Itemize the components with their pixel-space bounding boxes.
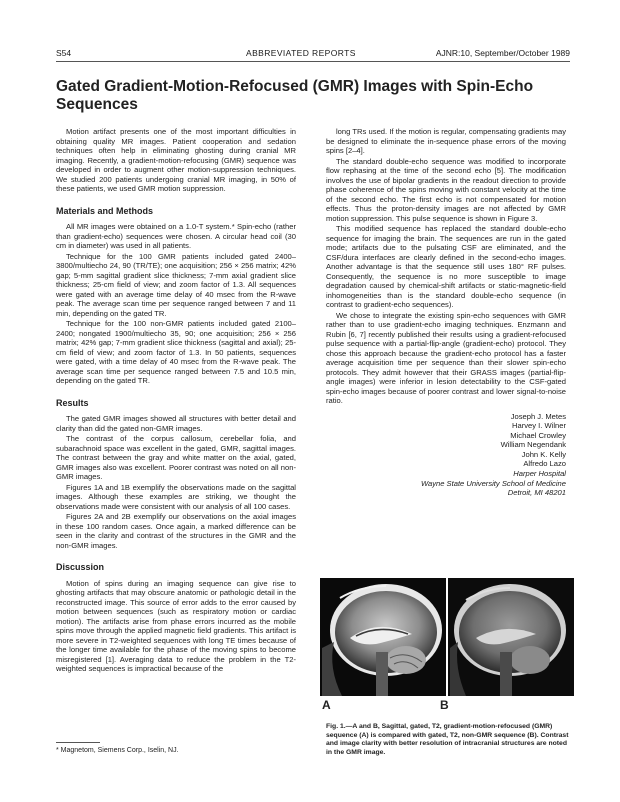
mri-image-b <box>448 578 574 696</box>
methods-paragraph: All MR images were obtained on a 1.0-T system.* Spin-echo (rather than gradient-echo) sequences were chosen. A circular head coil (30 cm in diameter) was used in all patients. <box>56 222 296 250</box>
author-name: John K. Kelly <box>521 449 566 459</box>
author-name: Harvey I. Wilner <box>511 421 566 431</box>
left-column <box>56 127 296 675</box>
footnote-rule <box>56 742 100 743</box>
figure-caption: Fig. 1.—A and B, Sagittal, gated, T2, gradient-motion-refocused (GMR) sequence (A) is compared with gated, T2, non-GMR sequence (B). Contrast and image clarity with better resolution of intracranial structures are noted in the GMR image. <box>326 723 569 756</box>
results-paragraph: Figures 2A and 2B exemplify our observations on the axial images in these 100 random cases. Once again, a marked difference can be seen in the clarity and contrast of the structures in the GMR and the non-GMR images. <box>56 512 296 550</box>
author-name: William Negendank <box>500 440 566 450</box>
figure-label-a: A <box>322 698 331 712</box>
results-paragraph: Figures 1A and 1B exemplify the observations made on the sagittal images. Although these examples are striking, we thought the observations made were consistent with our analysis of all 100 cases. <box>56 482 296 511</box>
methods-heading: Materials and Methods <box>56 205 154 216</box>
author-name: Alfredo Lazo <box>523 459 566 469</box>
results-paragraph: The gated GMR images showed all structures with better detail and clarity than did the gated non-GMR images. <box>56 414 296 433</box>
right-column <box>326 127 566 498</box>
body-paragraph: The standard double-echo sequence was modified to incorporate flow rephasing at the time of the second echo [5]. The modification involves the use of bipolar gradients in the readout direction to provide phase coherence of the spins moving with constant velocity at the time of the second echo. The first echo is not compensated for motion effects. Thus the proton-density images are not affected by GMR motion suppression. This pulse sequence is shown in Figure 3. <box>326 156 566 223</box>
journal-citation: AJNR:10, September/October 1989 <box>435 48 570 58</box>
methods-paragraph: Technique for the 100 non-GMR patients included gated 2100–2400; nongated 1900/multiecho 35, 90; one acquisition; 256 × 256 matrix; 42% gap; 7-mm gradient slice thickness (sagittal and axial); 25-cm field of view; and zoom factor of 1.3. In 50 patients, sequences were gated, with a time delay of 40 msec from the R-wave peak. The average scan time per sequence ranged between 7.5 and 10.5 min, depending on the gated TR. <box>56 319 296 385</box>
section-title: ABBREVIATED REPORTS <box>246 48 356 58</box>
methods-paragraph: Technique for the 100 GMR patients included gated 2400–3800/multiecho 24, 90 (TR/TE); one acquisition; 256 × 256 matrix; 42% gap; 5-mm sagittal gradient slice thickness; 7-mm axial gradient slice thickness; 25-cm field of view; and zoom factor of 1.3. All sequences were gated with an average time delay of 40 msec from the R-wave peak. The average scan time per sequence ranged between 7 and 11 min, depending on the gated TR. <box>56 251 296 318</box>
intro-paragraph: Motion artifact presents one of the most important difficulties in obtaining quality MR images. Patient cooperation and sedation techniques often help in eliminating ghosting during cranial MR imaging. Recently, a gradient-motion-refocusing (GMR) sequence was developed in order to augment other motion-suppression techniques. We studied 200 patients undergoing cranial MR imaging, in 50% of these patients, we used GMR motion suppression. <box>56 127 296 193</box>
mri-image-a <box>320 578 446 696</box>
affiliation-line: Detroit, MI 48201 <box>507 488 566 498</box>
discussion-paragraph: Motion of spins during an imaging sequence can give rise to ghosting artifacts that may obscure anatomic or pathologic detail in the reconstructed image. This source of error adds to the error caused by motion between sequences (such as respiratory motion or cardiac motion). The artifacts arise from phase errors incurred as the mobile spins move through the applied magnetic field gradients. This artifact is more severe in T2-weighted sequences with long TE times because of the longer time available for the phase of the moving spins to become misregistered [1]. Averaging data to reduce the problem in the T2-weighted sequences is impractical because of the <box>56 578 296 673</box>
running-header <box>56 48 570 62</box>
footnote: * Magnetom, Siemens Corp., Iselin, NJ. <box>56 747 179 754</box>
results-heading: Results <box>56 397 89 408</box>
article-title: Gated Gradient-Motion-Refocused (GMR) Images with Spin-Echo Sequences <box>56 78 534 113</box>
body-paragraph: long TRs used. If the motion is regular, compensating gradients may be designed to eliminate the in-sequence phase errors of the moving spins [2–4]. <box>326 127 566 155</box>
page-number: S54 <box>56 48 72 58</box>
body-paragraph: This modified sequence has replaced the standard double-echo sequence for imaging the brain. The sequences are run in the gated mode; artifacts due to the pulsating CSF are eliminated, and the CSF/dura interfaces are clearly defined in the second-echo images. Another advantage is that the sequence still uses 180° RF pulses. Consequently, the sequence is no more susceptible to image degradation caused by chemical-shift artifacts or static-magnetic-field inhomogeneities than is the standard double-echo sequence (in contrast to gradient-echo sequences). <box>326 224 566 309</box>
discussion-heading: Discussion <box>56 562 105 572</box>
body-paragraph: We chose to integrate the existing spin-echo sequences with GMR rather than to use gradient-echo imaging techniques. Enzmann and Rubin [6, 7] recently published their results using a gradient-refocused pulse sequence with a partial-flip-angle (gradient-echo) protocol. They chose this approach because the gradient-echo protocol has a faster average acquisition time per sequence than their slower spin-echo protocols. They admit however that their GRASS images (partial-flip-angle images) were inferior in lesion detectability to the CSF-gated spin-echo images because of poorer contrast and lower signal-to-noise ratio. <box>326 310 566 405</box>
author-name: Michael Crowley <box>510 430 566 440</box>
mri-figure <box>320 578 574 696</box>
affiliation-line: Wayne State University School of Medicine <box>420 478 566 488</box>
header-rule <box>56 61 570 62</box>
author-signature <box>326 412 566 498</box>
figure-label-b: B <box>440 698 449 712</box>
results-paragraph: The contrast of the corpus callosum, cerebellar folia, and subarachnoid space was excellent in the gated, GMR, sagittal images. The contrast between the gray and white matter on the axial, gated, GMR images also was excellent. Poorer contrast was noted on all non-GMR images. <box>56 434 296 481</box>
affiliation-line: Harper Hospital <box>513 469 566 479</box>
author-name: Joseph J. Metes <box>510 411 566 421</box>
